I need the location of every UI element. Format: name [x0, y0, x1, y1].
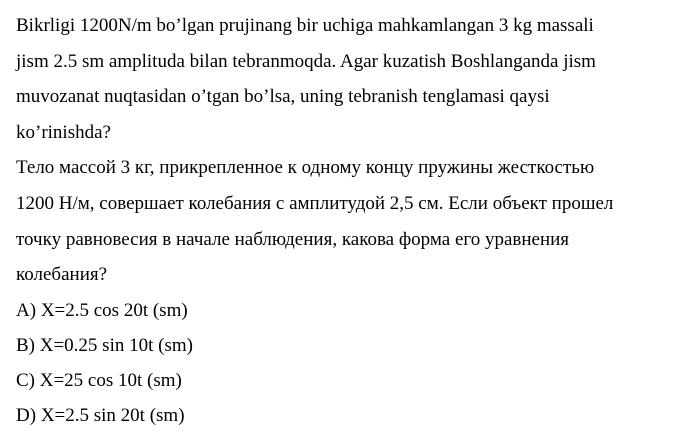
option-letter: D) — [16, 405, 37, 427]
option-letter: C) — [16, 370, 35, 392]
question-ru-line: 1200 Н/м, совершает колебания с амплитудой 2,5 см. Если объект прошел — [16, 192, 614, 214]
question-uz-line: jism 2.5 sm amplituda bilan tebranmoqda. Agar kuzatish Boshlanganda jism — [16, 50, 596, 72]
option-letter: A) — [16, 299, 37, 321]
option-text: X=2.5 cos 20t (sm) — [40, 299, 188, 321]
question-ru-line: колебания? — [16, 264, 108, 286]
question-ru-line: Тело массой 3 кг, прикрепленное к одному концу пружины жесткостью — [16, 157, 595, 179]
question-ru-line: точку равновесия в начале наблюдения, какова форма его уравнения — [16, 228, 570, 250]
question-uzbek — [16, 8, 686, 150]
question-uz-line: ko’rinishda? — [16, 121, 111, 143]
option-text: X=2.5 sin 20t (sm) — [40, 405, 185, 427]
question-uz-line: muvozanat nuqtasidan o’tgan bo’lsa, uning tebranish tenglamasi qaysi — [16, 86, 550, 108]
answer-options — [16, 293, 686, 434]
answer-option-b — [16, 328, 686, 363]
question-uz-line: Bikrligi 1200N/m bo’lgan prujinang bir uchiga mahkamlangan 3 kg massali — [16, 15, 594, 36]
option-text: X=0.25 sin 10t (sm) — [39, 334, 193, 356]
question-russian — [16, 150, 686, 292]
option-letter: B) — [16, 334, 35, 356]
option-text: X=25 cos 10t (sm) — [39, 370, 182, 392]
answer-option-c — [16, 363, 686, 398]
answer-option-a — [16, 293, 686, 328]
answer-option-d — [16, 398, 686, 433]
document-body — [16, 8, 686, 434]
